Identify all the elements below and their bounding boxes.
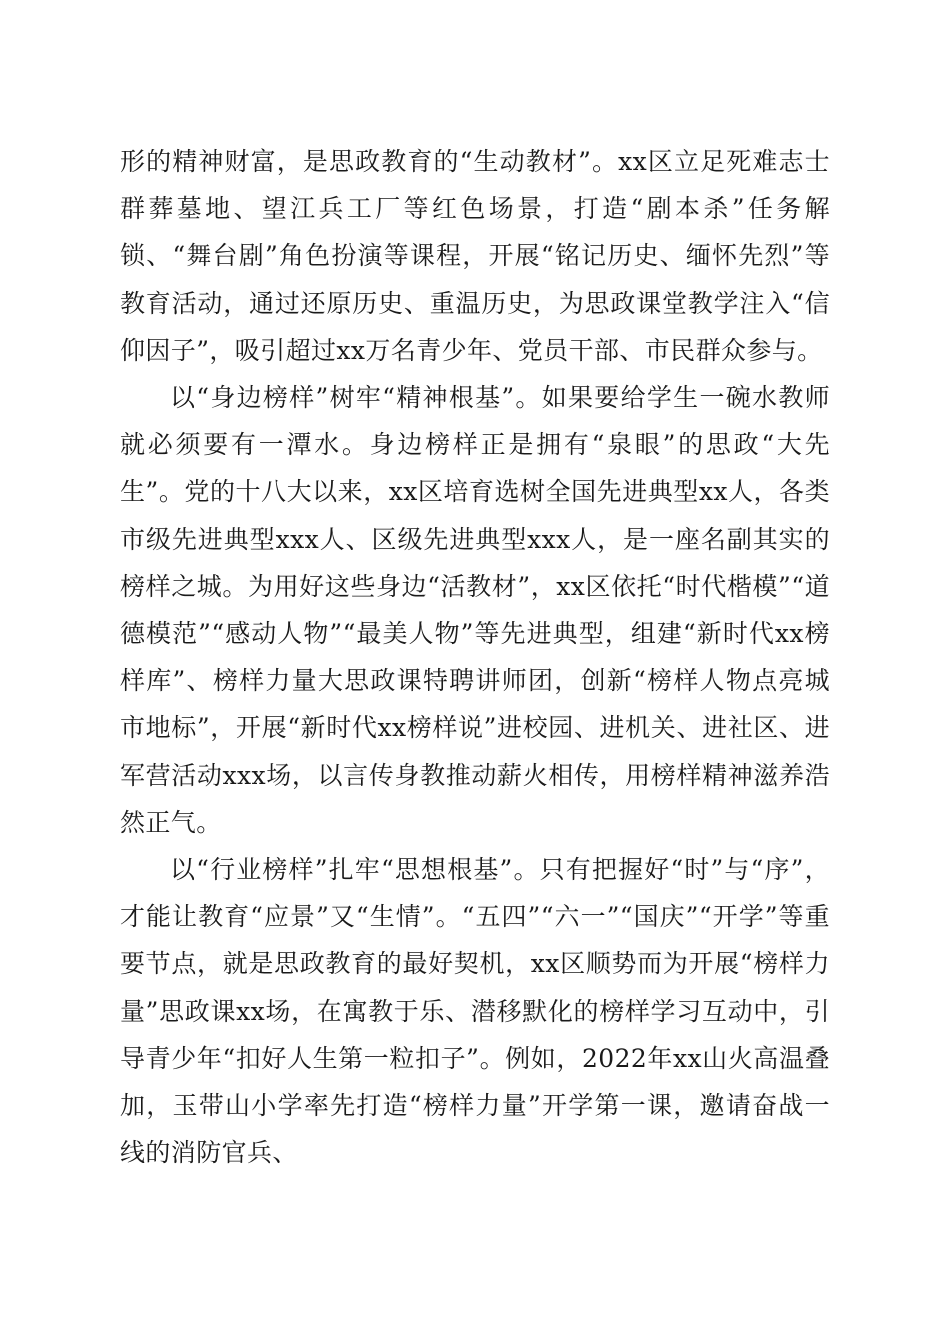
paragraph-industry-role-models: 以“行业榜样”扎牢“思想根基”。只有把握好“时”与“序”，才能让教育“应景”又“生情”。“五四”“六一”“国庆”“开学”等重要节点，就是思政教育的最好契机，xx区顺势而为开展“榜样力量”思政课xx场，在寓教于乐、潜移默化的榜样学习互动中，引导青少年“扣好人生第一粒扣子”。例如，2022年xx山火高温叠加，玉带山小学率先打造“榜样力量”开学第一课，邀请奋战一线的消防官兵、 — [120, 855, 830, 1168]
paragraph-red-scenes: 形的精神财富，是思政教育的“生动教材”。xx区立足死难志士群葬墓地、望江兵工厂等红色场景，打造“剧本杀”任务解锁、“舞台剧”角色扮演等课程，开展“铭记历史、缅怀先烈”等教育活动，通过还原历史、重温历史，为思政课堂教学注入“信仰因子”，吸引超过xx万名青少年、党员干部、市民群众参与。 — [120, 147, 830, 365]
paragraph-local-role-models: 以“身边榜样”树牢“精神根基”。如果要给学生一碗水教师就必须要有一潭水。身边榜样正是拥有“泉眼”的思政“大先生”。党的十八大以来，xx区培育选树全国先进典型xx人，各类市级先进典型xxx人、区级先进典型xxx人，是一座名副其实的榜样之城。为用好这些身边“活教材”，xx区依托“时代楷模”“道德模范”“感动人物”“最美人物”等先进典型，组建“新时代xx榜样库”、榜样力量大思政课特聘讲师团，创新“榜样人物点亮城市地标”，开展“新时代xx榜样说”进校园、进机关、进社区、进军营活动xxx场，以言传身教推动薪火相传，用榜样精神滋养浩然正气。 — [120, 383, 830, 837]
document-body — [120, 138, 830, 1176]
